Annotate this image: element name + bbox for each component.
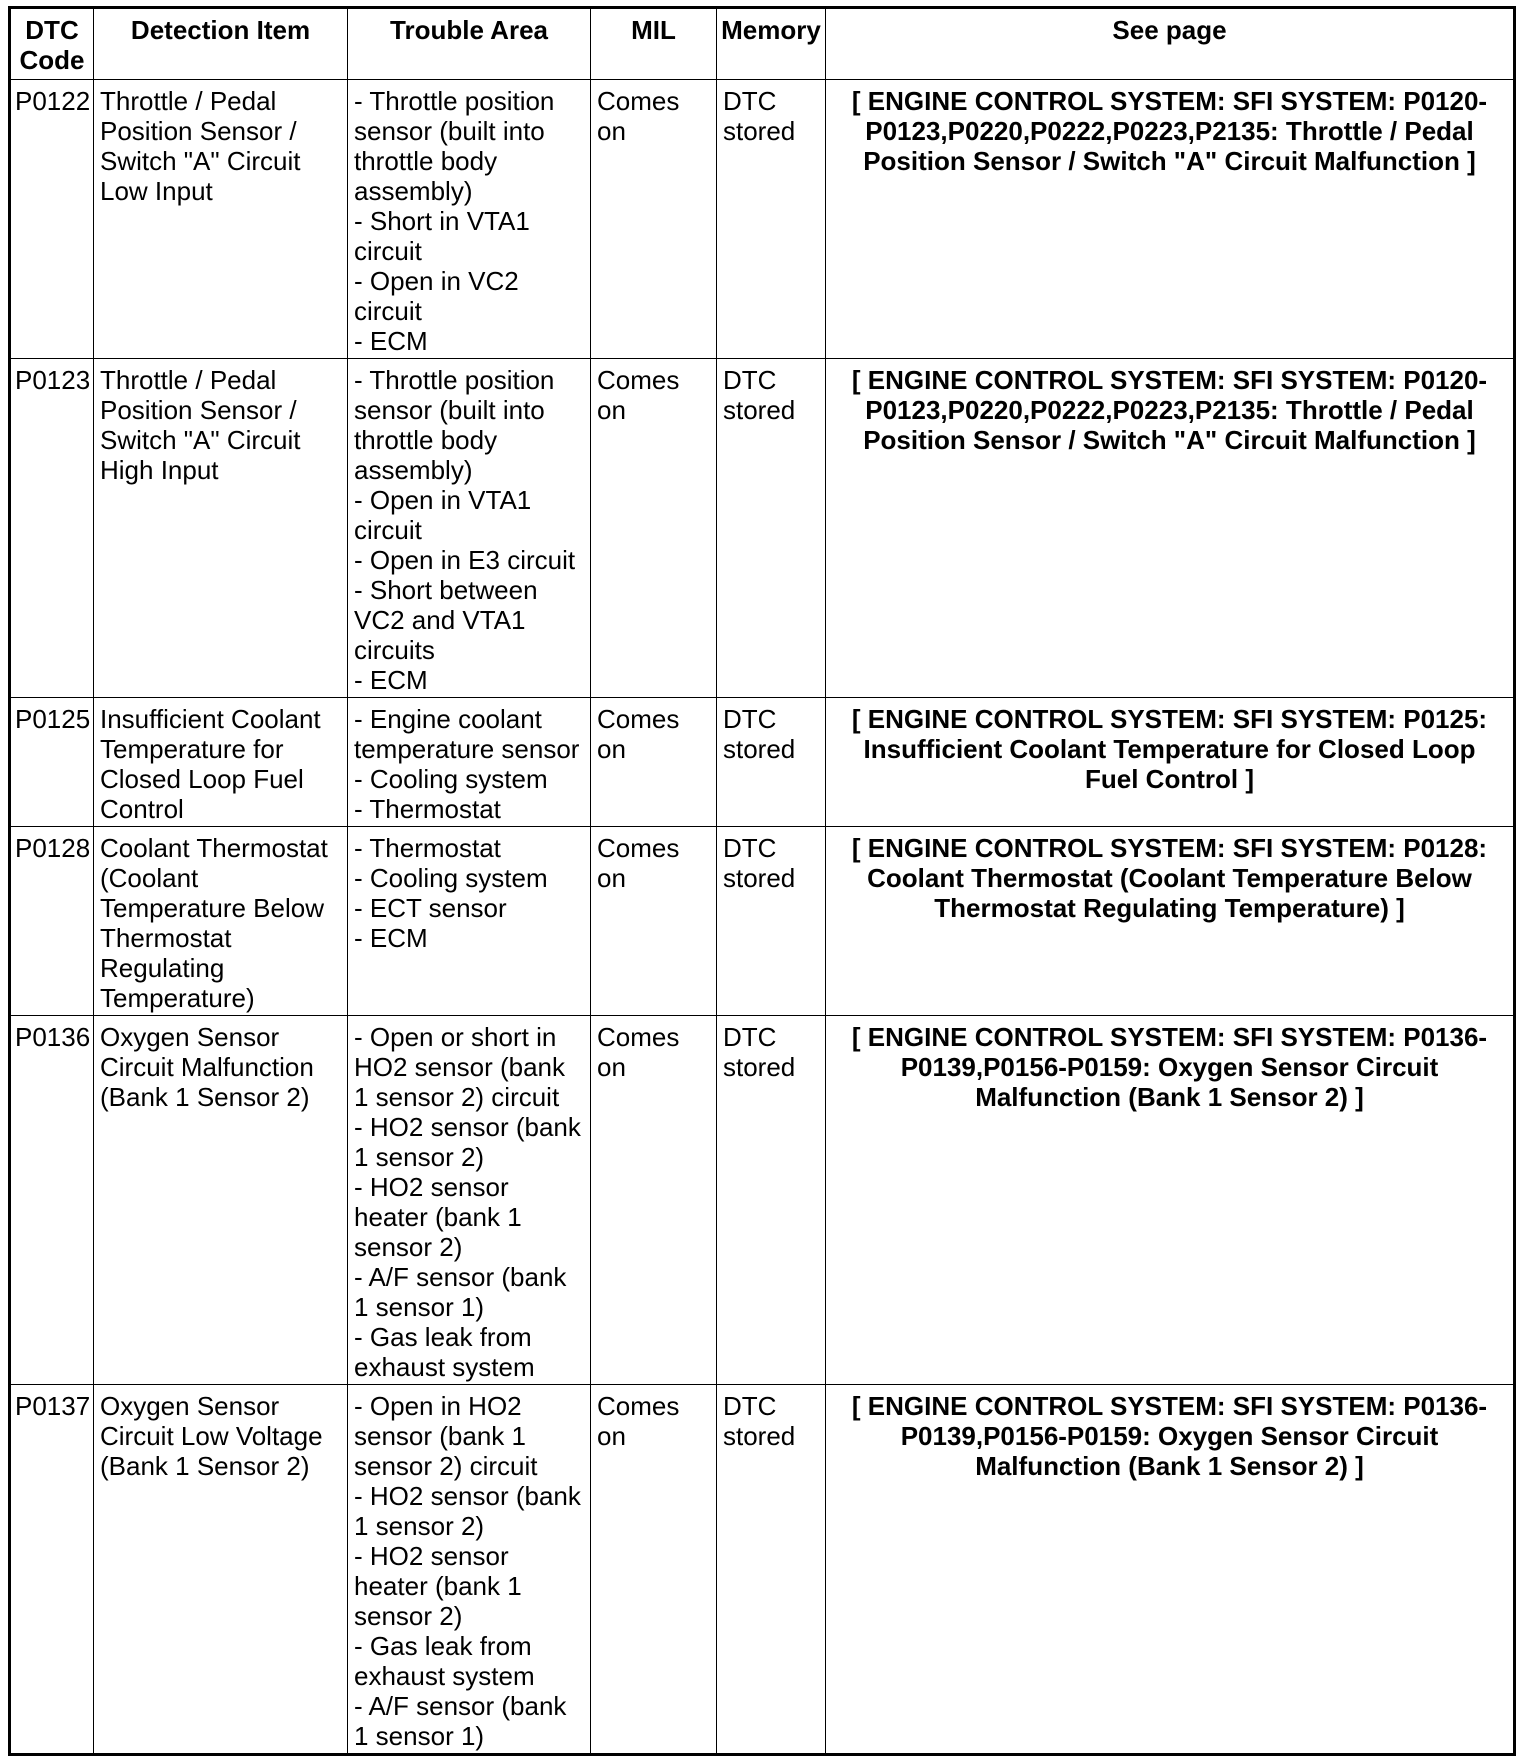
table-body: [10, 80, 1515, 1755]
see-page-link: [ ENGINE CONTROL SYSTEM: SFI SYSTEM: P0136-P0139,P0156-P0159: Oxygen Sensor Circuit Malfunction (Bank 1 Sensor 2) ]: [826, 1385, 1515, 1755]
trouble-area-item: - ECM: [354, 923, 428, 953]
memory-cell: DTC stored: [717, 1385, 826, 1755]
trouble-area-item: - Throttle position sensor (built into throttle body assembly): [354, 365, 555, 485]
trouble-area-cell: [348, 1016, 591, 1385]
trouble-area-item: - ECT sensor: [354, 893, 507, 923]
detection-item-cell: Coolant Thermostat (Coolant Temperature Below Thermostat Regulating Temperature): [94, 827, 348, 1016]
trouble-area-item: - Short between VC2 and VTA1 circuits: [354, 575, 538, 665]
trouble-area-cell: [348, 80, 591, 359]
trouble-area-item: - HO2 sensor heater (bank 1 sensor 2): [354, 1172, 522, 1262]
table-row: [10, 1385, 1515, 1755]
detection-item-cell: Oxygen Sensor Circuit Malfunction (Bank 1 Sensor 2): [94, 1016, 348, 1385]
mil-cell: Comes on: [591, 359, 717, 698]
see-page-link: [ ENGINE CONTROL SYSTEM: SFI SYSTEM: P0120-P0123,P0220,P0222,P0223,P2135: Throttle / Pedal Position Sensor / Switch "A" Circuit Malfunction ]: [826, 80, 1515, 359]
trouble-area-item: - Gas leak from exhaust system: [354, 1322, 535, 1382]
header-row: [10, 8, 1515, 80]
trouble-area-item: - Cooling system: [354, 863, 548, 893]
mil-cell: Comes on: [591, 1385, 717, 1755]
trouble-area-item: - A/F sensor (bank 1 sensor 1): [354, 1691, 567, 1751]
trouble-area-item: - Thermostat: [354, 794, 501, 824]
trouble-area-item: - Open in HO2 sensor (bank 1 sensor 2) circuit: [354, 1391, 538, 1481]
trouble-area-item: - Engine coolant temperature sensor: [354, 704, 580, 764]
mil-cell: Comes on: [591, 1016, 717, 1385]
trouble-area-item: - ECM: [354, 665, 428, 695]
trouble-area-item: - Throttle position sensor (built into throttle body assembly): [354, 86, 555, 206]
trouble-area-item: - HO2 sensor (bank 1 sensor 2): [354, 1481, 581, 1541]
trouble-area-item: - Open in E3 circuit: [354, 545, 576, 575]
table-row: [10, 1016, 1515, 1385]
mil-cell: Comes on: [591, 827, 717, 1016]
trouble-area-item: - Short in VTA1 circuit: [354, 206, 530, 266]
dtc-code-cell: P0136: [10, 1016, 94, 1385]
table-row: [10, 80, 1515, 359]
memory-cell: DTC stored: [717, 698, 826, 827]
memory-cell: DTC stored: [717, 827, 826, 1016]
detection-item-cell: Insufficient Coolant Temperature for Closed Loop Fuel Control: [94, 698, 348, 827]
dtc-code-cell: P0122: [10, 80, 94, 359]
header-mil: MIL: [591, 8, 717, 80]
trouble-area-cell: [348, 827, 591, 1016]
see-page-link: [ ENGINE CONTROL SYSTEM: SFI SYSTEM: P0120-P0123,P0220,P0222,P0223,P2135: Throttle / Pedal Position Sensor / Switch "A" Circuit Malfunction ]: [826, 359, 1515, 698]
trouble-area-item: - Open in VC2 circuit: [354, 266, 519, 326]
detection-item-cell: Throttle / Pedal Position Sensor / Switch "A" Circuit Low Input: [94, 80, 348, 359]
trouble-area-item: - Open in VTA1 circuit: [354, 485, 532, 545]
table-header: [10, 8, 1515, 80]
header-dtc-code: DTC Code: [10, 8, 94, 80]
trouble-area-item: - Cooling system: [354, 764, 548, 794]
trouble-area-item: - Thermostat: [354, 833, 501, 863]
trouble-area-item: - ECM: [354, 326, 428, 356]
dtc-table: [8, 6, 1516, 1756]
dtc-code-cell: P0125: [10, 698, 94, 827]
memory-cell: DTC stored: [717, 359, 826, 698]
table-row: [10, 827, 1515, 1016]
table-row: [10, 698, 1515, 827]
dtc-code-cell: P0137: [10, 1385, 94, 1755]
header-detection-item: Detection Item: [94, 8, 348, 80]
trouble-area-item: - HO2 sensor heater (bank 1 sensor 2): [354, 1541, 522, 1631]
trouble-area-item: - HO2 sensor (bank 1 sensor 2): [354, 1112, 581, 1172]
memory-cell: DTC stored: [717, 80, 826, 359]
trouble-area-item: - Open or short in HO2 sensor (bank 1 sensor 2) circuit: [354, 1022, 565, 1112]
trouble-area-cell: [348, 698, 591, 827]
trouble-area-item: - Gas leak from exhaust system: [354, 1631, 535, 1691]
see-page-link: [ ENGINE CONTROL SYSTEM: SFI SYSTEM: P0125: Insufficient Coolant Temperature for Closed Loop Fuel Control ]: [826, 698, 1515, 827]
mil-cell: Comes on: [591, 80, 717, 359]
trouble-area-cell: [348, 359, 591, 698]
trouble-area-cell: [348, 1385, 591, 1755]
header-memory: Memory: [717, 8, 826, 80]
header-see-page: See page: [826, 8, 1515, 80]
dtc-code-cell: P0128: [10, 827, 94, 1016]
see-page-link: [ ENGINE CONTROL SYSTEM: SFI SYSTEM: P0128: Coolant Thermostat (Coolant Temperature Below Thermostat Regulating Temperature) ]: [826, 827, 1515, 1016]
header-trouble-area: Trouble Area: [348, 8, 591, 80]
trouble-area-item: - A/F sensor (bank 1 sensor 1): [354, 1262, 567, 1322]
detection-item-cell: Throttle / Pedal Position Sensor / Switch "A" Circuit High Input: [94, 359, 348, 698]
memory-cell: DTC stored: [717, 1016, 826, 1385]
see-page-link: [ ENGINE CONTROL SYSTEM: SFI SYSTEM: P0136-P0139,P0156-P0159: Oxygen Sensor Circuit Malfunction (Bank 1 Sensor 2) ]: [826, 1016, 1515, 1385]
detection-item-cell: Oxygen Sensor Circuit Low Voltage (Bank 1 Sensor 2): [94, 1385, 348, 1755]
mil-cell: Comes on: [591, 698, 717, 827]
dtc-code-cell: P0123: [10, 359, 94, 698]
table-row: [10, 359, 1515, 698]
